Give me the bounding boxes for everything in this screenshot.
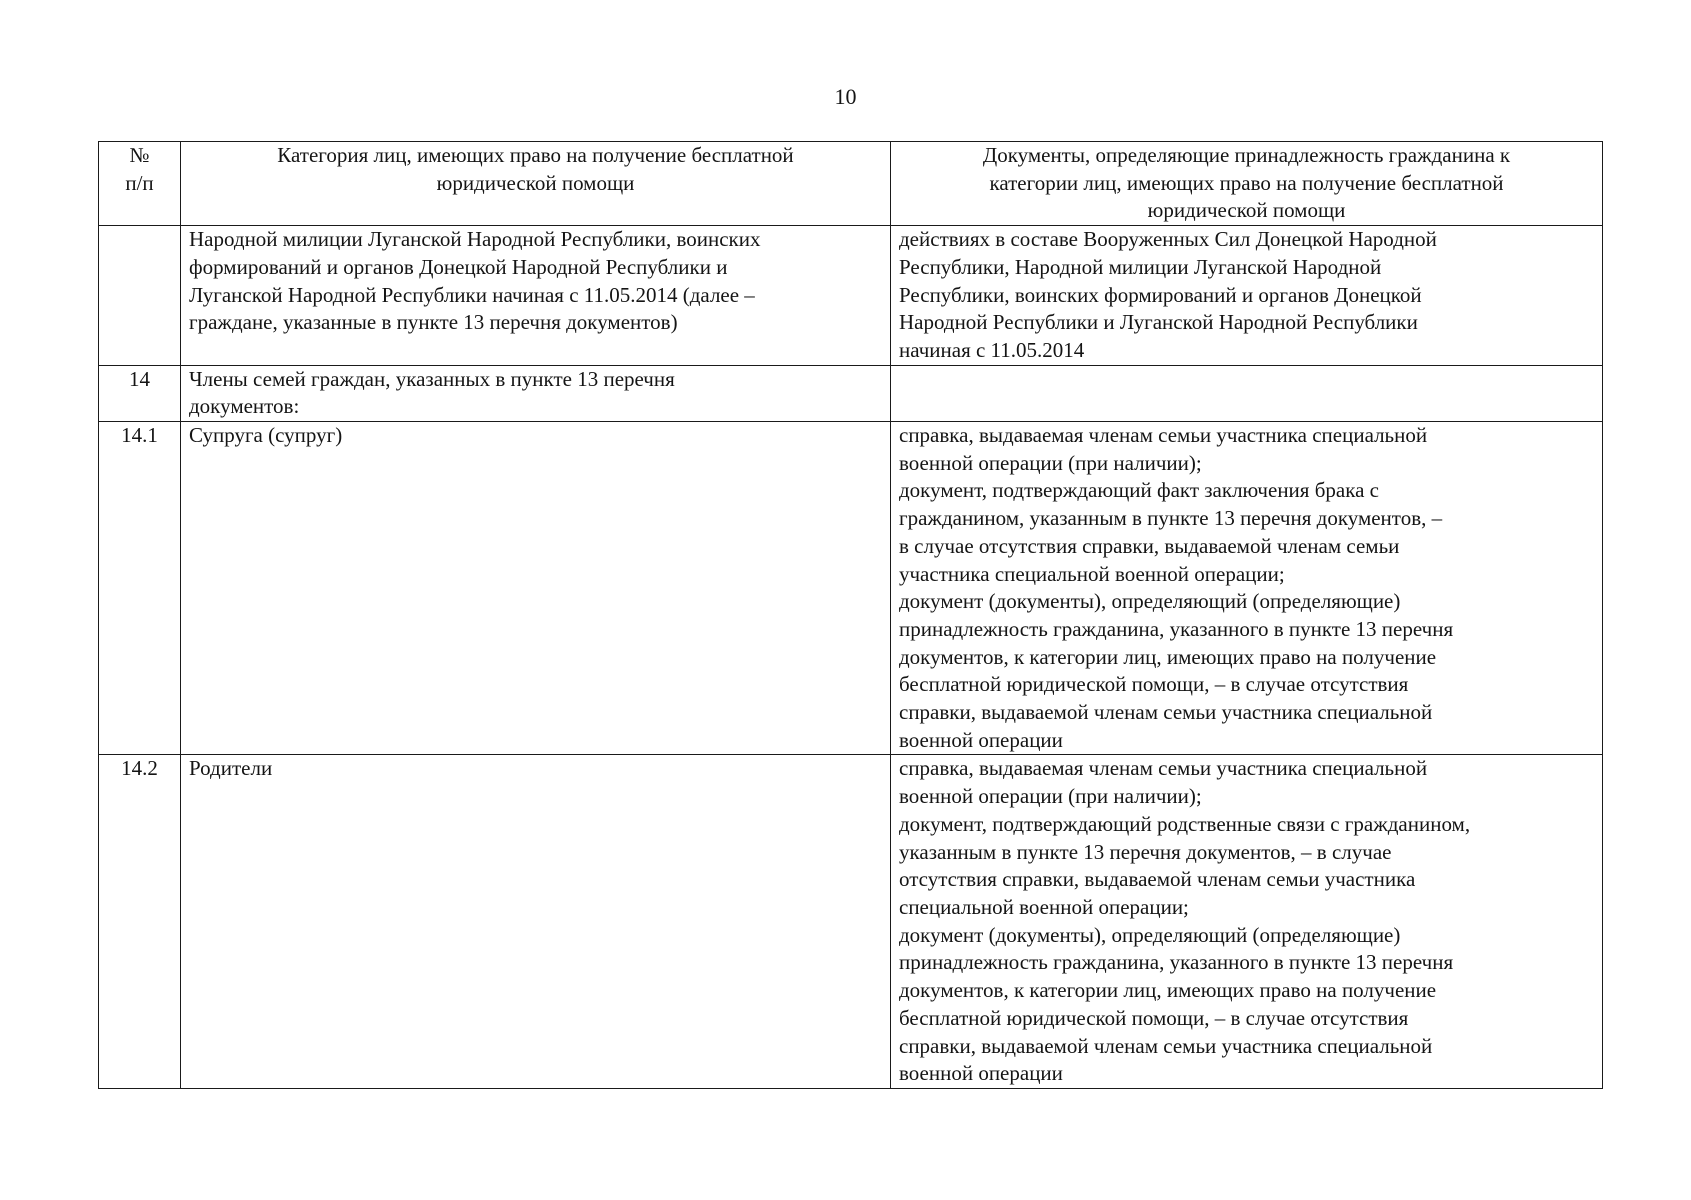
table-row <box>99 755 1603 1089</box>
header-number: № п/п <box>99 142 181 226</box>
row-category: Супруга (супруг) <box>181 422 891 755</box>
row-number <box>99 226 181 366</box>
header-category: Категория лиц, имеющих право на получение бесплатной юридической помощи <box>181 142 891 226</box>
row-category: Члены семей граждан, указанных в пункте 13 перечня документов: <box>181 365 891 421</box>
header-documents: Документы, определяющие принадлежность гражданина к категории лиц, имеющих право на получение бесплатной юридической помощи <box>891 142 1603 226</box>
row-number: 14 <box>99 365 181 421</box>
table-header-row <box>99 142 1603 226</box>
table-row <box>99 422 1603 755</box>
table-row <box>99 365 1603 421</box>
row-number: 14.1 <box>99 422 181 755</box>
row-category: Народной милиции Луганской Народной Республики, воинских формирований и органов Донецкой Народной Республики и Луганской Народной Республики начиная с 11.05.2014 (далее – граждане, указанные в пункте 13 перечня документов) <box>181 226 891 366</box>
row-documents <box>891 365 1603 421</box>
row-category: Родители <box>181 755 891 1089</box>
legal-aid-documents-table <box>98 141 1603 1089</box>
table-row <box>99 226 1603 366</box>
row-documents: справка, выдаваемая членам семьи участника специальной военной операции (при наличии); документ, подтверждающий факт заключения брака с гражданином, указанным в пункте 13 перечня документов, – в случае отсутствия справки, выдаваемой членам семьи участника специальной военной операции; документ (документы), определяющий (определяющие) принадлежность гражданина, указанного в пункте 13 перечня документов, к категории лиц, имеющих право на получение бесплатной юридической помощи, – в случае отсутствия справки, выдаваемой членам семьи участника специальной военной операции <box>891 422 1603 755</box>
page-number: 10 <box>834 84 857 109</box>
row-documents: действиях в составе Вооруженных Сил Донецкой Народной Республики, Народной милиции Луганской Народной Республики, воинских формирований и органов Донецкой Народной Республики и Луганской Народной Республики начиная с 11.05.2014 <box>891 226 1603 366</box>
row-number: 14.2 <box>99 755 181 1089</box>
row-documents: справка, выдаваемая членам семьи участника специальной военной операции (при наличии); документ, подтверждающий родственные связи с гражданином, указанным в пункте 13 перечня документов, – в случае отсутствия справки, выдаваемой членам семьи участника специальной военной операции; документ (документы), определяющий (определяющие) принадлежность гражданина, указанного в пункте 13 перечня документов, к категории лиц, имеющих право на получение бесплатной юридической помощи, – в случае отсутствия справки, выдаваемой членам семьи участника специальной военной операции <box>891 755 1603 1089</box>
